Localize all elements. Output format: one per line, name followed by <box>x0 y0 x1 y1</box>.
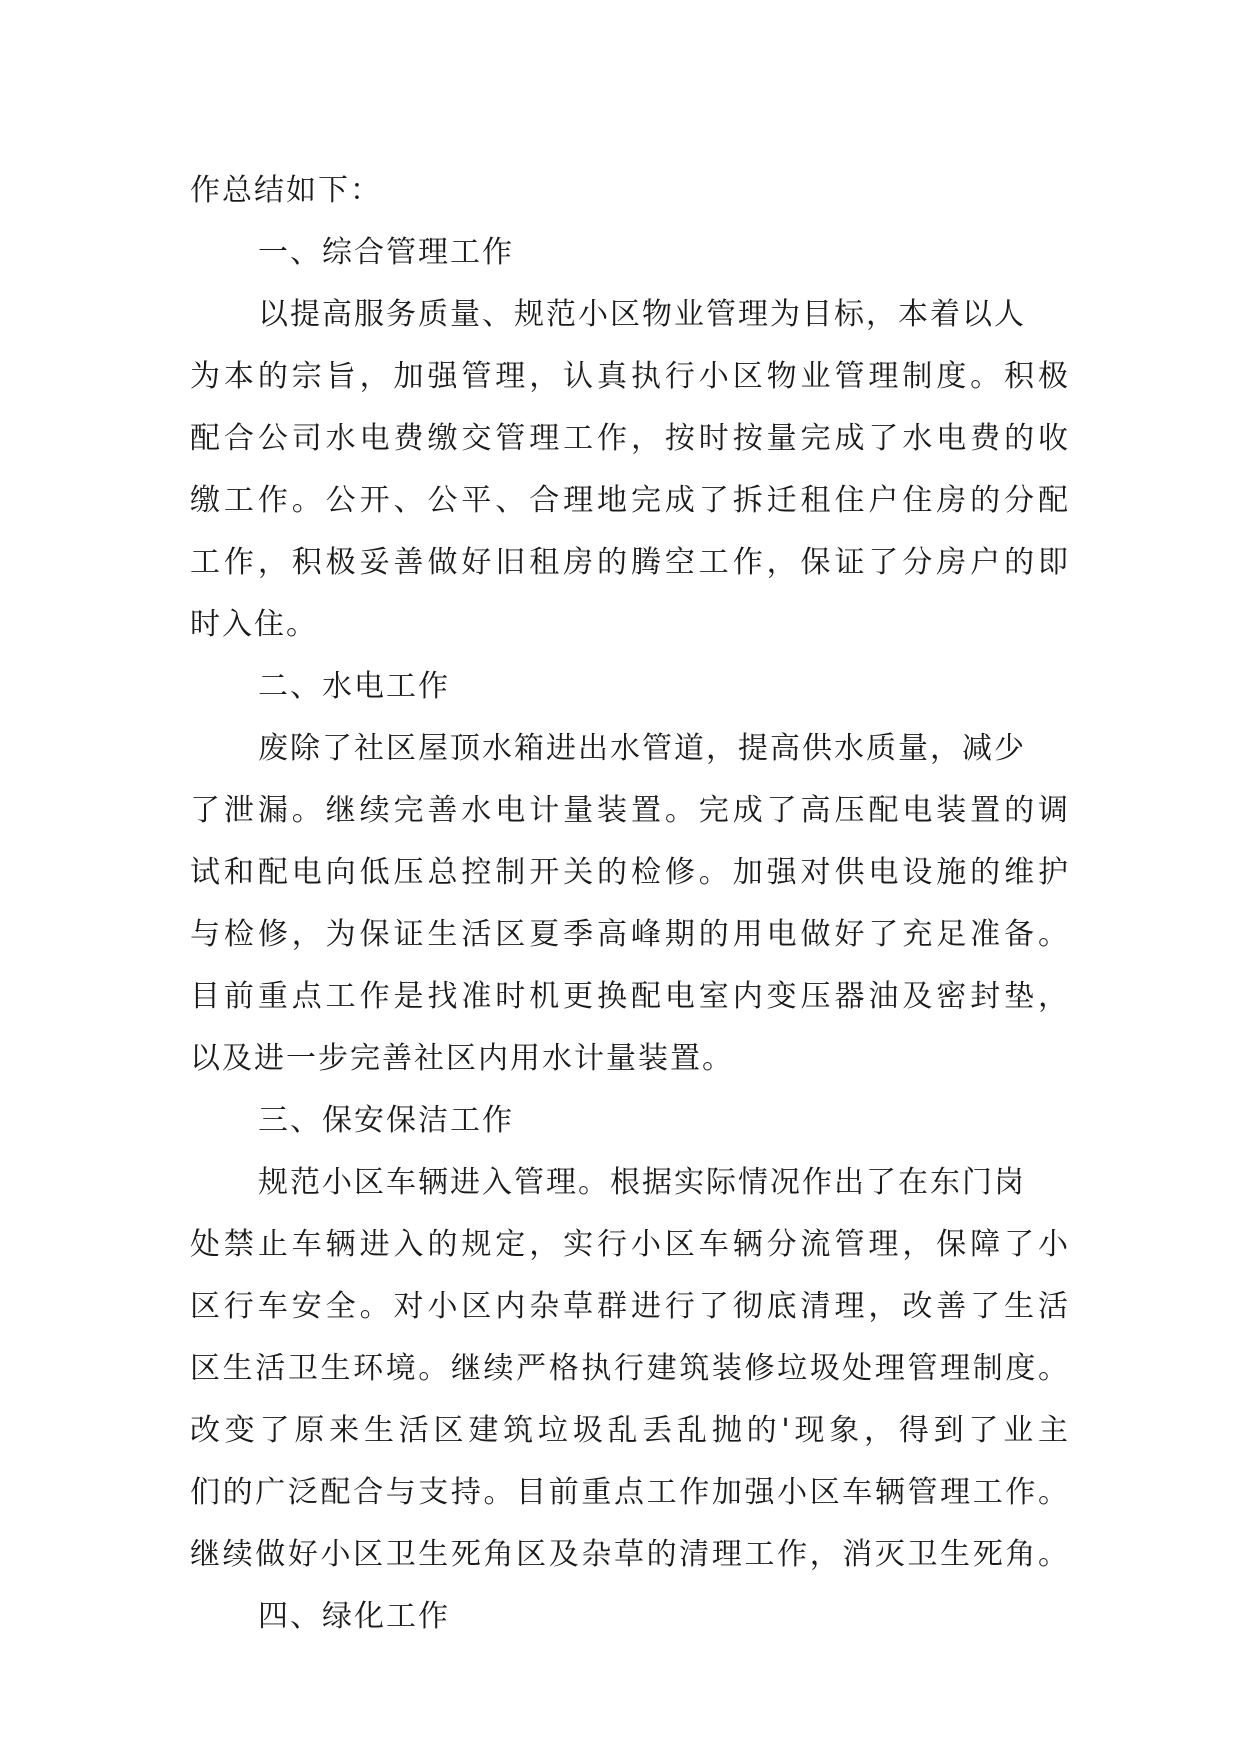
section-heading-2: 二、水电工作 <box>258 669 450 704</box>
paragraph-line: 规范小区车辆进入管理。根据实际情况作出了在东门岗 <box>258 1165 1026 1200</box>
paragraph-line: 处禁止车辆进入的规定，实行小区车辆分流管理，保障了小 <box>190 1227 1070 1262</box>
document-body <box>190 160 1070 1648</box>
paragraph-line: 以及进一步完善社区内用水计量装置。 <box>190 1041 734 1076</box>
paragraph-line: 以提高服务质量、规范小区物业管理为目标，本着以人 <box>258 297 1026 332</box>
section-heading-3: 三、保安保洁工作 <box>258 1103 514 1138</box>
intro-line: 作总结如下： <box>190 173 382 208</box>
paragraph-line: 与检修，为保证生活区夏季高峰期的用电做好了充足准备。 <box>190 917 1070 952</box>
paragraph-line: 区行车安全。对小区内杂草群进行了彻底清理，改善了生活 <box>190 1289 1070 1324</box>
section-heading-4: 四、绿化工作 <box>258 1599 450 1634</box>
paragraph-line: 目前重点工作是找准时机更换配电室内变压器油及密封垫， <box>190 979 1070 1014</box>
paragraph-line: 试和配电向低压总控制开关的检修。加强对供电设施的维护 <box>190 855 1070 890</box>
paragraph-line: 继续做好小区卫生死角区及杂草的清理工作，消灭卫生死角。 <box>190 1537 1070 1572</box>
paragraph-line: 改变了原来生活区建筑垃圾乱丢乱抛的'现象，得到了业主 <box>190 1413 1070 1448</box>
section-heading-1: 一、综合管理工作 <box>258 235 514 270</box>
paragraph-line: 了泄漏。继续完善水电计量装置。完成了高压配电装置的调 <box>190 793 1070 828</box>
paragraph-line: 们的广泛配合与支持。目前重点工作加强小区车辆管理工作。 <box>190 1475 1070 1510</box>
paragraph-line: 废除了社区屋顶水箱进出水管道，提高供水质量，减少 <box>258 731 1026 766</box>
paragraph-line: 工作，积极妥善做好旧租房的腾空工作，保证了分房户的即 <box>190 545 1070 580</box>
paragraph-line: 时入住。 <box>190 607 318 642</box>
paragraph-line: 区生活卫生环境。继续严格执行建筑装修垃圾处理管理制度。 <box>190 1351 1070 1386</box>
paragraph-line: 配合公司水电费缴交管理工作，按时按量完成了水电费的收 <box>190 421 1070 456</box>
paragraph-line: 缴工作。公开、公平、合理地完成了拆迁租住户住房的分配 <box>190 483 1070 518</box>
paragraph-line: 为本的宗旨，加强管理，认真执行小区物业管理制度。积极 <box>190 359 1070 394</box>
